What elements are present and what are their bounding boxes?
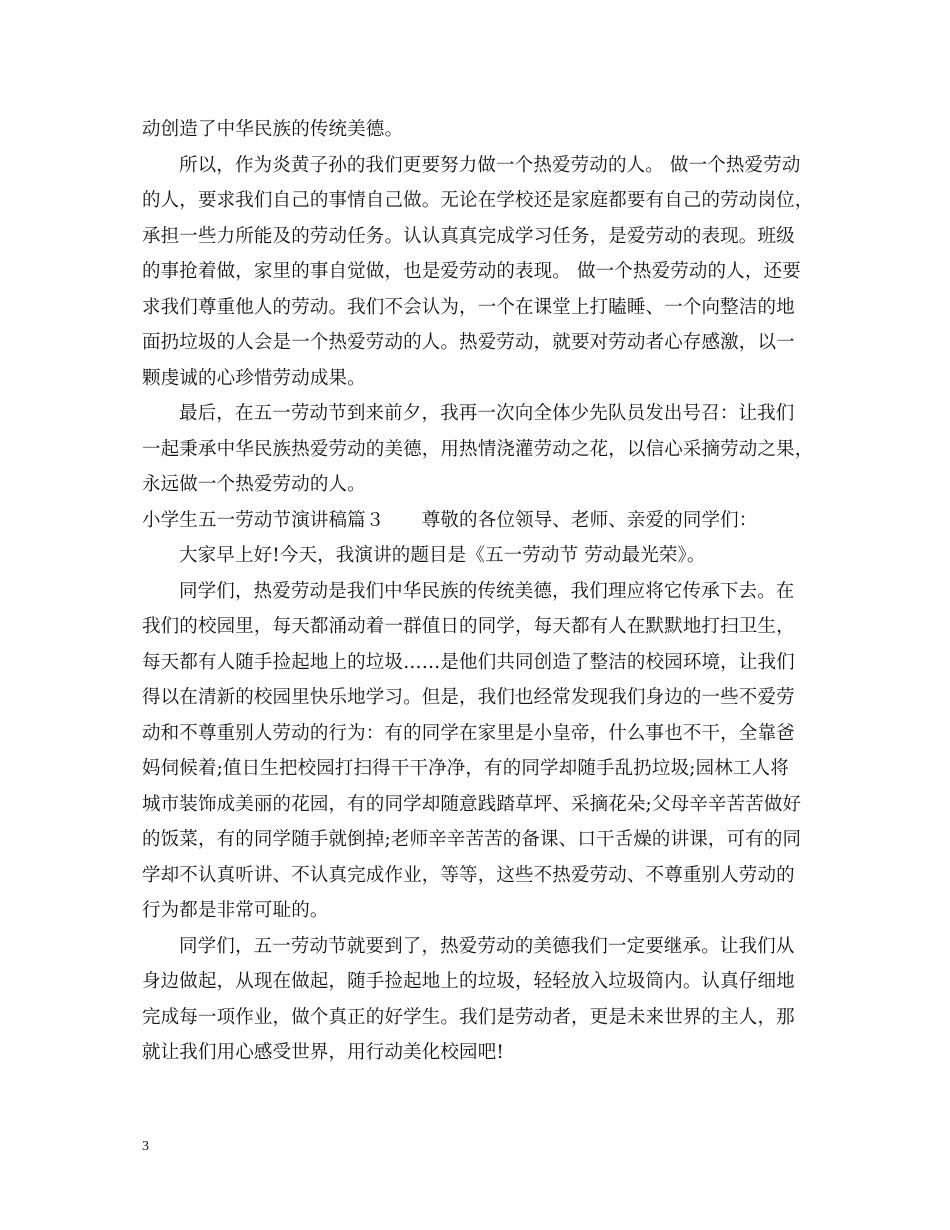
text-line: 完成每一项作业，做个真正的好学生。我们是劳动者，更是未来世界的主人，那 [142,1006,795,1028]
text-line: 一起秉承中华民族热爱劳动的美德，用热情浇灌劳动之花，以信心采摘劳动之果， [142,438,814,460]
text-line: 动创造了中华民族的传统美德。 [142,119,404,140]
text-line: 颗虔诚的心珍惜劳动成果。 [142,367,366,389]
text-line: 面扔垃圾的人会是一个热爱劳动的人。热爱劳动，就要对劳动者心存感激，以一 [142,332,795,353]
page-number: 3 [142,1139,149,1154]
text-line: 同学们，热爱劳动是我们中华民族的传统美德，我们理应将它传承下去。在 [179,580,795,602]
text-line: 身边做起，从现在做起，随手捡起地上的垃圾，轻轻放入垃圾筒内。认真仔细地 [142,971,795,992]
text-line: 我们的校园里，每天都涌动着一群值日的同学，每天都有人在默默地打扫卫生， [142,616,795,637]
text-line: 行为都是非常可耻的。 [142,900,329,921]
text-line: 得以在清新的校园里快乐地学习。但是，我们也经常发现我们身边的一些不爱劳 [142,687,795,708]
text-line: 的事抢着做，家里的事自觉做，也是爱劳动的表现。 做一个热爱劳动的人，还要 [142,261,801,282]
text-line: 的饭菜，有的同学随手就倒掉;老师辛辛苦苦的备课、口干舌燥的讲课，可有的同 [142,829,802,850]
text-line: 求我们尊重他人的劳动。我们不会认为，一个在课堂上打瞌睡、一个向整洁的地 [142,296,795,318]
text-line: 城市装饰成美丽的花园，有的同学却随意践踏草坪、采摘花朵;父母辛辛苦苦做好 [142,793,802,815]
document-body [142,112,818,1071]
text-line: 承担一些力所能及的劳动任务。认认真真完成学习任务，是爱劳动的表现。班级 [142,225,795,247]
text-line: 永远做一个热爱劳动的人。 [142,474,366,495]
text-line: 大家早上好!今天，我演讲的题目是《五一劳动节 劳动最光荣》。 [179,545,706,566]
text-line: 学却不认真听讲、不认真完成作业，等等，这些不热爱劳动、不尊重别人劳动的 [142,864,795,886]
text-line: 所以，作为炎黄子孙的我们更要努力做一个热爱劳动的人。 做一个热爱劳动 [179,154,801,176]
text-line: 每天都有人随手捡起地上的垃圾……是他们共同创造了整洁的校园环境，让我们 [142,651,795,673]
text-line: 的人，要求我们自己的事情自己做。无论在学校还是家庭都要有自己的劳动岗位， [142,190,814,211]
text-line: 动和不尊重别人劳动的行为：有的同学在家里是小皇帝，什么事也不干，全靠爸 [142,722,795,744]
text-line: 妈伺候着;值日生把校园打扫得干干净净，有的同学却随手乱扔垃圾;园林工人将 [142,758,789,779]
text-line: 就让我们用心感受世界，用行动美化校园吧! [142,1042,504,1063]
text-line: 最后，在五一劳动节到来前夕，我再一次向全体少先队员发出号召：让我们 [179,403,795,424]
text-line: 小学生五一劳动节演讲稿篇３ 尊敬的各位领导、老师、亲爱的同学们： [142,509,758,531]
text-line: 同学们，五一劳动节就要到了，热爱劳动的美德我们一定要继承。让我们从 [179,935,795,957]
